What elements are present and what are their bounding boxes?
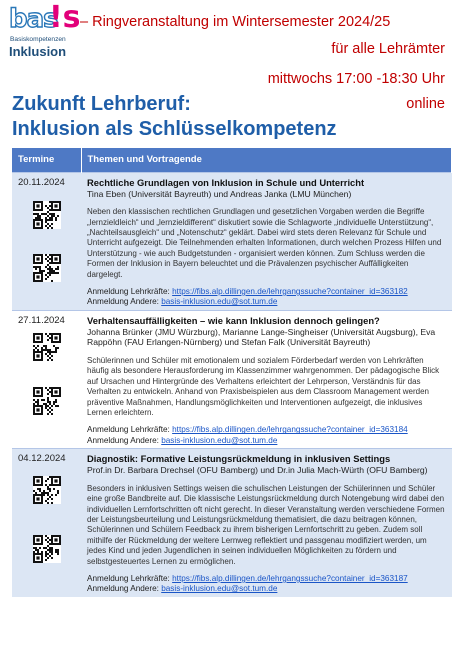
- event-date: 27.11.2024: [18, 314, 65, 326]
- qr-code-icon: [33, 476, 61, 504]
- topic-cell: [81, 310, 452, 448]
- schedule-table: [12, 148, 452, 597]
- header-termine: Termine: [12, 148, 81, 172]
- title-line-1: Zukunft Lehrberuf:: [12, 93, 191, 115]
- series-label: – Ringveranstaltung im Wintersemester 2024/25: [80, 14, 391, 30]
- header-themen: Themen und Vortragende: [81, 148, 452, 172]
- logo-name: Inklusion: [9, 44, 67, 59]
- page-title: [12, 92, 337, 142]
- event-title: Verhaltensauffälligkeiten – wie kann Inklusion dennoch gelingen?: [87, 314, 380, 326]
- registration-teachers-link[interactable]: https://fibs.alp.dillingen.de/lehrgangssuche?container_id=363182: [172, 286, 408, 296]
- registration-others-link[interactable]: basis-inklusion.edu@sot.tum.de: [161, 297, 278, 307]
- registration-teachers-link[interactable]: https://fibs.alp.dillingen.de/lehrgangssuche?container_id=363187: [172, 574, 408, 584]
- table-row: [12, 449, 452, 597]
- registration-others-label: Anmeldung Andere:: [87, 297, 162, 307]
- mode-label: online: [406, 96, 445, 112]
- registration-others: [87, 436, 446, 446]
- date-cell: [12, 449, 81, 597]
- event-description: Schülerinnen und Schüler mit emotionalem und sozialem Förderbedarf werden von Lehrkräften häufig als besondere Herausforderung im Klassenzimmer wahrgenommen. Der pädagogische Blick auf Ursachen und Hintergründe des Verhaltens erleichtert der Lehrperson, Verständnis für das Verhalten zu entwickeln. Anhand von Praxisbeispielen aus dem Classroom Management werden präventive Maßnahmen, Handlungsmöglichkeiten und Interventionen aufgezeigt, die inklusives Lernen erleichtern.: [87, 355, 440, 417]
- registration-others-link[interactable]: basis-inklusion.edu@sot.tum.de: [161, 435, 278, 445]
- registration-teachers-label: Anmeldung Lehrkräfte:: [87, 574, 173, 584]
- logo-subtitle: Basiskompetenzen: [10, 36, 66, 43]
- qr-code-icon: [33, 254, 61, 282]
- basis-logo: [9, 0, 81, 62]
- registration-others: [87, 297, 446, 307]
- registration-teachers: [87, 574, 446, 584]
- audience-label: für alle Lehrämter: [331, 41, 445, 57]
- event-date: 04.12.2024: [18, 453, 66, 465]
- registration-others-label: Anmeldung Andere:: [87, 584, 162, 594]
- registration-others: [87, 584, 446, 594]
- logo-exclamation: !s: [49, 0, 81, 35]
- registration-teachers-label: Anmeldung Lehrkräfte:: [87, 286, 173, 296]
- registration-teachers-link[interactable]: https://fibs.alp.dillingen.de/lehrgangssuche?container_id=363184: [172, 425, 408, 435]
- topic-cell: [81, 172, 452, 310]
- registration-others-link[interactable]: basis-inklusion.edu@sot.tum.de: [161, 584, 278, 594]
- time-label: mittwochs 17:00 -18:30 Uhr: [267, 71, 445, 87]
- qr-code-icon: [33, 333, 61, 361]
- table-row: [12, 310, 452, 448]
- registration-teachers: [87, 287, 446, 297]
- table-row: [12, 172, 452, 310]
- registration-others-label: Anmeldung Andere:: [87, 435, 162, 445]
- event-speakers: Johanna Brünker (JMU Würzburg), Marianne Lange-Singheiser (Universität Augsburg), Eva Rappöhn (FAU Erlangen-Nürnberg) und Stefan Falk (Universität Bayreuth): [87, 326, 436, 348]
- event-description: Besonders in inklusiven Settings weisen die schulischen Leistungen der Schülerinnen und Schüler eine große Bandbreite auf. Die klassische Leistungsrückmeldung durch Notengebung wird dabei den individuellen Lernfortschritten oft nicht gerecht. In dieser Veranstaltung werden verschiedene Formen der Leistungsbeurteilung und Leistungsrückmeldung thematisiert, die dazu beitragen können, Schülerinnen und Schülern Feedback zu ihrem bisherigen Lernfortschritt zu geben. Zudem soll mithilfe der Rückmeldung der weitere Lernweg reflektiert und passgenau modifiziert werden, um jedes Kind und jeden Jugendlichen in seinen individuellen Möglichkeiten zu fördern und selbstgesteuertes Lernen zu ermöglichen.: [87, 483, 445, 566]
- qr-code-icon: [33, 535, 61, 563]
- registration-teachers-label: Anmeldung Lehrkräfte:: [87, 425, 173, 435]
- date-cell: [12, 172, 81, 310]
- event-speakers: Prof.in Dr. Barbara Drechsel (OFU Bamberg) und Dr.in Julia Mach-Würth (OFU Bamberg): [87, 465, 428, 476]
- event-speakers: Tina Eben (Universität Bayreuth) und Andreas Janka (LMU München): [87, 188, 352, 199]
- event-title: Rechtliche Grundlagen von Inklusion in Schule und Unterricht: [87, 176, 365, 188]
- qr-code-icon: [33, 387, 61, 415]
- registration-teachers: [87, 425, 446, 435]
- logo-word: bas: [9, 4, 58, 34]
- event-description: Neben den klassischen rechtlichen Grundlagen und gesetzlichen Vorgaben werden die Begriffe „lernzieldleich“ und „lernzieldifferent“ diskutiert sowie die Schlagworte „individuelle Unterstützung“, „Nachteilsausgleich“ und „Notenschutz“ geklärt. Dabei wird stets deren Relevanz für Schule und Unterricht aufgezeigt. Die Teilnehmenden erhalten Informationen, durch welchen Prozess Hilfen und Unterstützung - wie auch Budgetstunden - organisiert werden können. Zum Schluss werden die Formen der Inklusion in Bayern beleuchtet und die Prävalenzen psychischer Auffälligkeiten dargelegt.: [87, 207, 442, 279]
- event-date: 20.11.2024: [18, 176, 65, 188]
- topic-cell: [81, 449, 452, 597]
- title-line-2: Inklusion als Schlüsselkompetenz: [12, 118, 337, 140]
- event-title: Diagnostik: Formative Leistungsrückmeldung in inklusiven Settings: [87, 453, 391, 465]
- date-cell: [12, 310, 81, 448]
- qr-code-icon: [33, 201, 61, 229]
- table-header-row: [12, 148, 452, 172]
